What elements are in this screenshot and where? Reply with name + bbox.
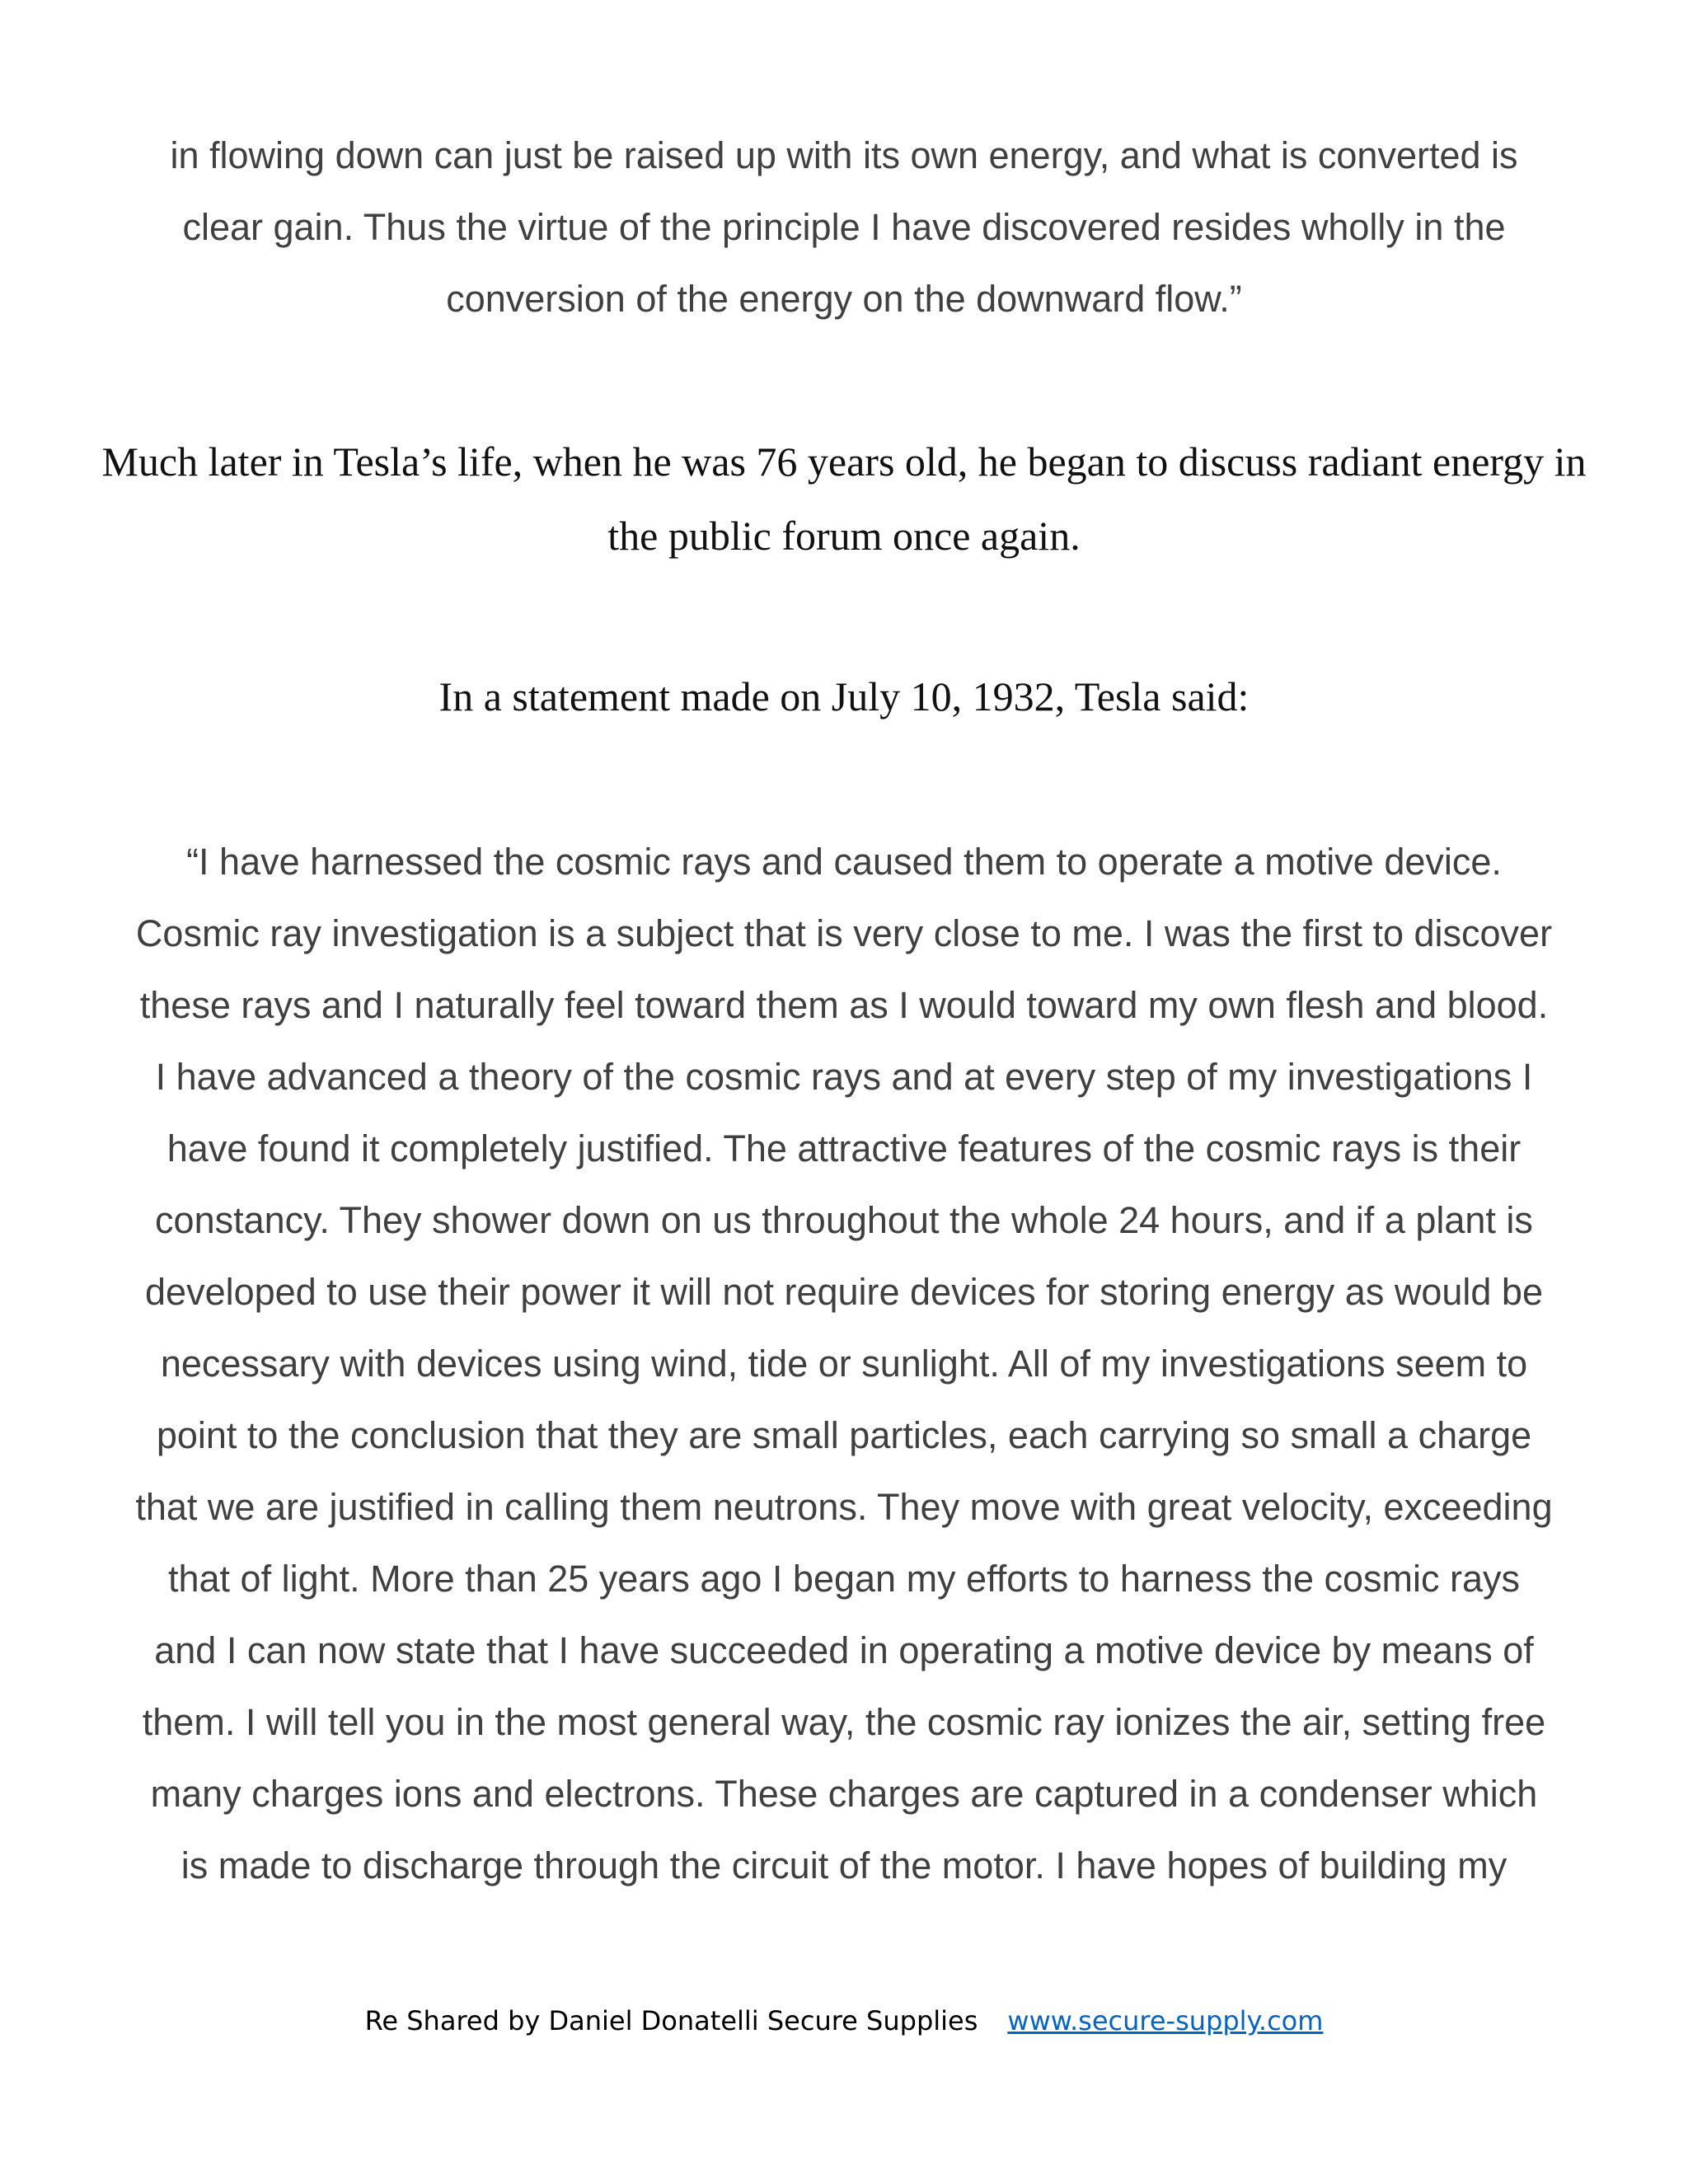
quote-continuation-paragraph	[91, 120, 1597, 335]
text-line: that we are justified in calling them neutrons. They move with great velocity, exceeding	[135, 1486, 1553, 1528]
text-line: clear gain. Thus the virtue of the principle I have discovered resides wholly in the	[182, 206, 1506, 248]
text-line: and I can now state that I have succeeded in operating a motive device by means of	[154, 1629, 1534, 1671]
footer-credit-text: Re Shared by Daniel Donatelli Secure Supplies	[364, 2005, 978, 2036]
text-line: Much later in Tesla’s life, when he was 76 years old, he began to discuss radiant energy in	[101, 438, 1587, 485]
page-footer	[0, 2001, 1688, 2041]
text-line: constancy. They shower down on us throughout the whole 24 hours, and if a plant is	[155, 1199, 1533, 1241]
narration-later-life-paragraph	[91, 424, 1597, 573]
text-line: In a statement made on July 10, 1932, Tesla said:	[438, 673, 1250, 719]
text-line: have found it completely justified. The attractive features of the cosmic rays is their	[166, 1127, 1522, 1169]
text-line: developed to use their power it will not require devices for storing energy as would be	[145, 1271, 1543, 1313]
footer-website-link[interactable]: www.secure-supply.com	[1007, 2005, 1324, 2036]
text-line: the public forum once again.	[607, 513, 1081, 559]
text-line: in flowing down can just be raised up with its own energy, and what is converted is	[170, 134, 1518, 176]
text-line: these rays and I naturally feel toward them as I would toward my own flesh and blood.	[139, 984, 1549, 1026]
text-line: point to the conclusion that they are small particles, each carrying so small a charge	[156, 1414, 1532, 1456]
text-line: necessary with devices using wind, tide or sunlight. All of my investigations seem to	[160, 1343, 1528, 1385]
text-line: them. I will tell you in the most general way, the cosmic ray ionizes the air, setting free	[142, 1701, 1546, 1743]
text-line: “I have harnessed the cosmic rays and caused them to operate a motive device.	[186, 841, 1502, 883]
text-line: I have advanced a theory of the cosmic rays and at every step of my investigations I	[155, 1056, 1533, 1098]
cosmic-ray-quote-paragraph	[86, 826, 1602, 1901]
text-line: that of light. More than 25 years ago I began my efforts to harness the cosmic rays	[167, 1558, 1521, 1600]
text-line: is made to discharge through the circuit of the motor. I have hopes of building my	[181, 1844, 1507, 1886]
text-line: Cosmic ray investigation is a subject that is very close to me. I was the first to discover	[135, 912, 1553, 954]
text-line: conversion of the energy on the downward flow.”	[446, 278, 1242, 320]
narration-statement-paragraph	[91, 659, 1597, 733]
text-line: many charges ions and electrons. These charges are captured in a condenser which	[150, 1773, 1538, 1815]
